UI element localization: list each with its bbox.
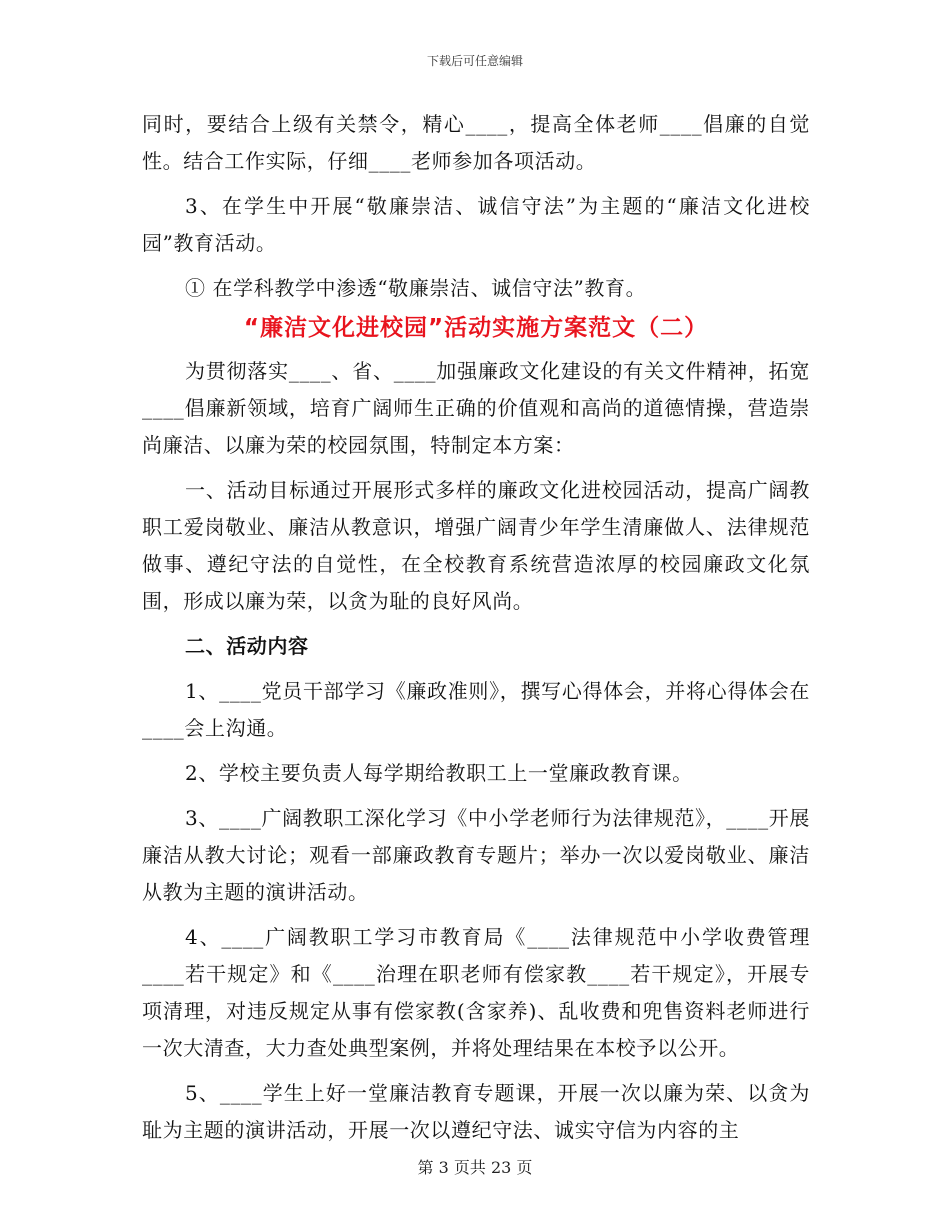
page-header: 下载后可任意编辑 (426, 54, 523, 68)
paragraph-10: 4、____广阔教职工学习市教育局《____法律规范中小学收费管理____若干规定》和《____治理在职老师有偿家教____若干规定》，开展专项清理，对违反规定从事有偿家教(含家养)、乱收费和兜售资料老师进行一次大清查，大力查处典型案例，并将处理结果在本校予以公开。 (142, 925, 810, 1060)
paragraph-5: 一、活动目标通过开展形式多样的廉政文化进校园活动，提高广阔教职工爱岗敬业、廉洁从教意识，增强广阔青少年学生清廉做人、法律规范做事、遵纪守法的自觉性，在全校教育系统营造浓厚的校园廉政文化氛围，形成以廉为荣，以贪为耻的良好风尚。 (142, 478, 810, 613)
paragraph-7: 1、____党员干部学习《廉政准则》，撰写心得体会，并将心得体会在____会上沟通。 (142, 679, 810, 740)
paragraph-11: 5、____学生上好一堂廉洁教育专题课，开展一次以廉为荣、以贪为耻为主题的演讲活动，开展一次以遵纪守法、诚实守信为内容的主 (142, 1081, 810, 1142)
paragraph-1: 同时，要结合上级有关禁令，精心____，提高全体老师____倡廉的自觉性。结合工作实际，仔细____老师参加各项活动。 (142, 112, 810, 173)
paragraph-4: 为贯彻落实____、省、____加强廉政文化建设的有关文件精神，拓宽____倡廉新领域，培育广阔师生正确的价值观和高尚的道德情操，营造崇尚廉洁、以廉为荣的校园氛围，特制定本方案： (142, 359, 810, 457)
paragraph-6-heading: 二、活动内容 (185, 634, 309, 658)
document-body (142, 106, 810, 1149)
paragraph-3: ① 在学科教学中渗透“敬廉崇洁、诚信守法”教育。 (185, 276, 647, 300)
page-footer: 第 3 页共 23 页 (417, 1158, 533, 1177)
paragraph-9: 3、____广阔教职工深化学习《中小学老师行为法律规范》，____开展廉洁从教大讨论；观看一部廉政教育专题片；举办一次以爱岗敬业、廉洁从教为主题的演讲活动。 (142, 806, 810, 904)
paragraph-2: 3、在学生中开展“敬廉崇洁、诚信守法”为主题的“廉洁文化进校园”教育活动。 (142, 194, 810, 255)
section-title: “廉洁文化进校园”活动实施方案范文（二） (243, 315, 709, 341)
paragraph-8: 2、学校主要负责人每学期给教职工上一堂廉政教育课。 (185, 761, 693, 785)
